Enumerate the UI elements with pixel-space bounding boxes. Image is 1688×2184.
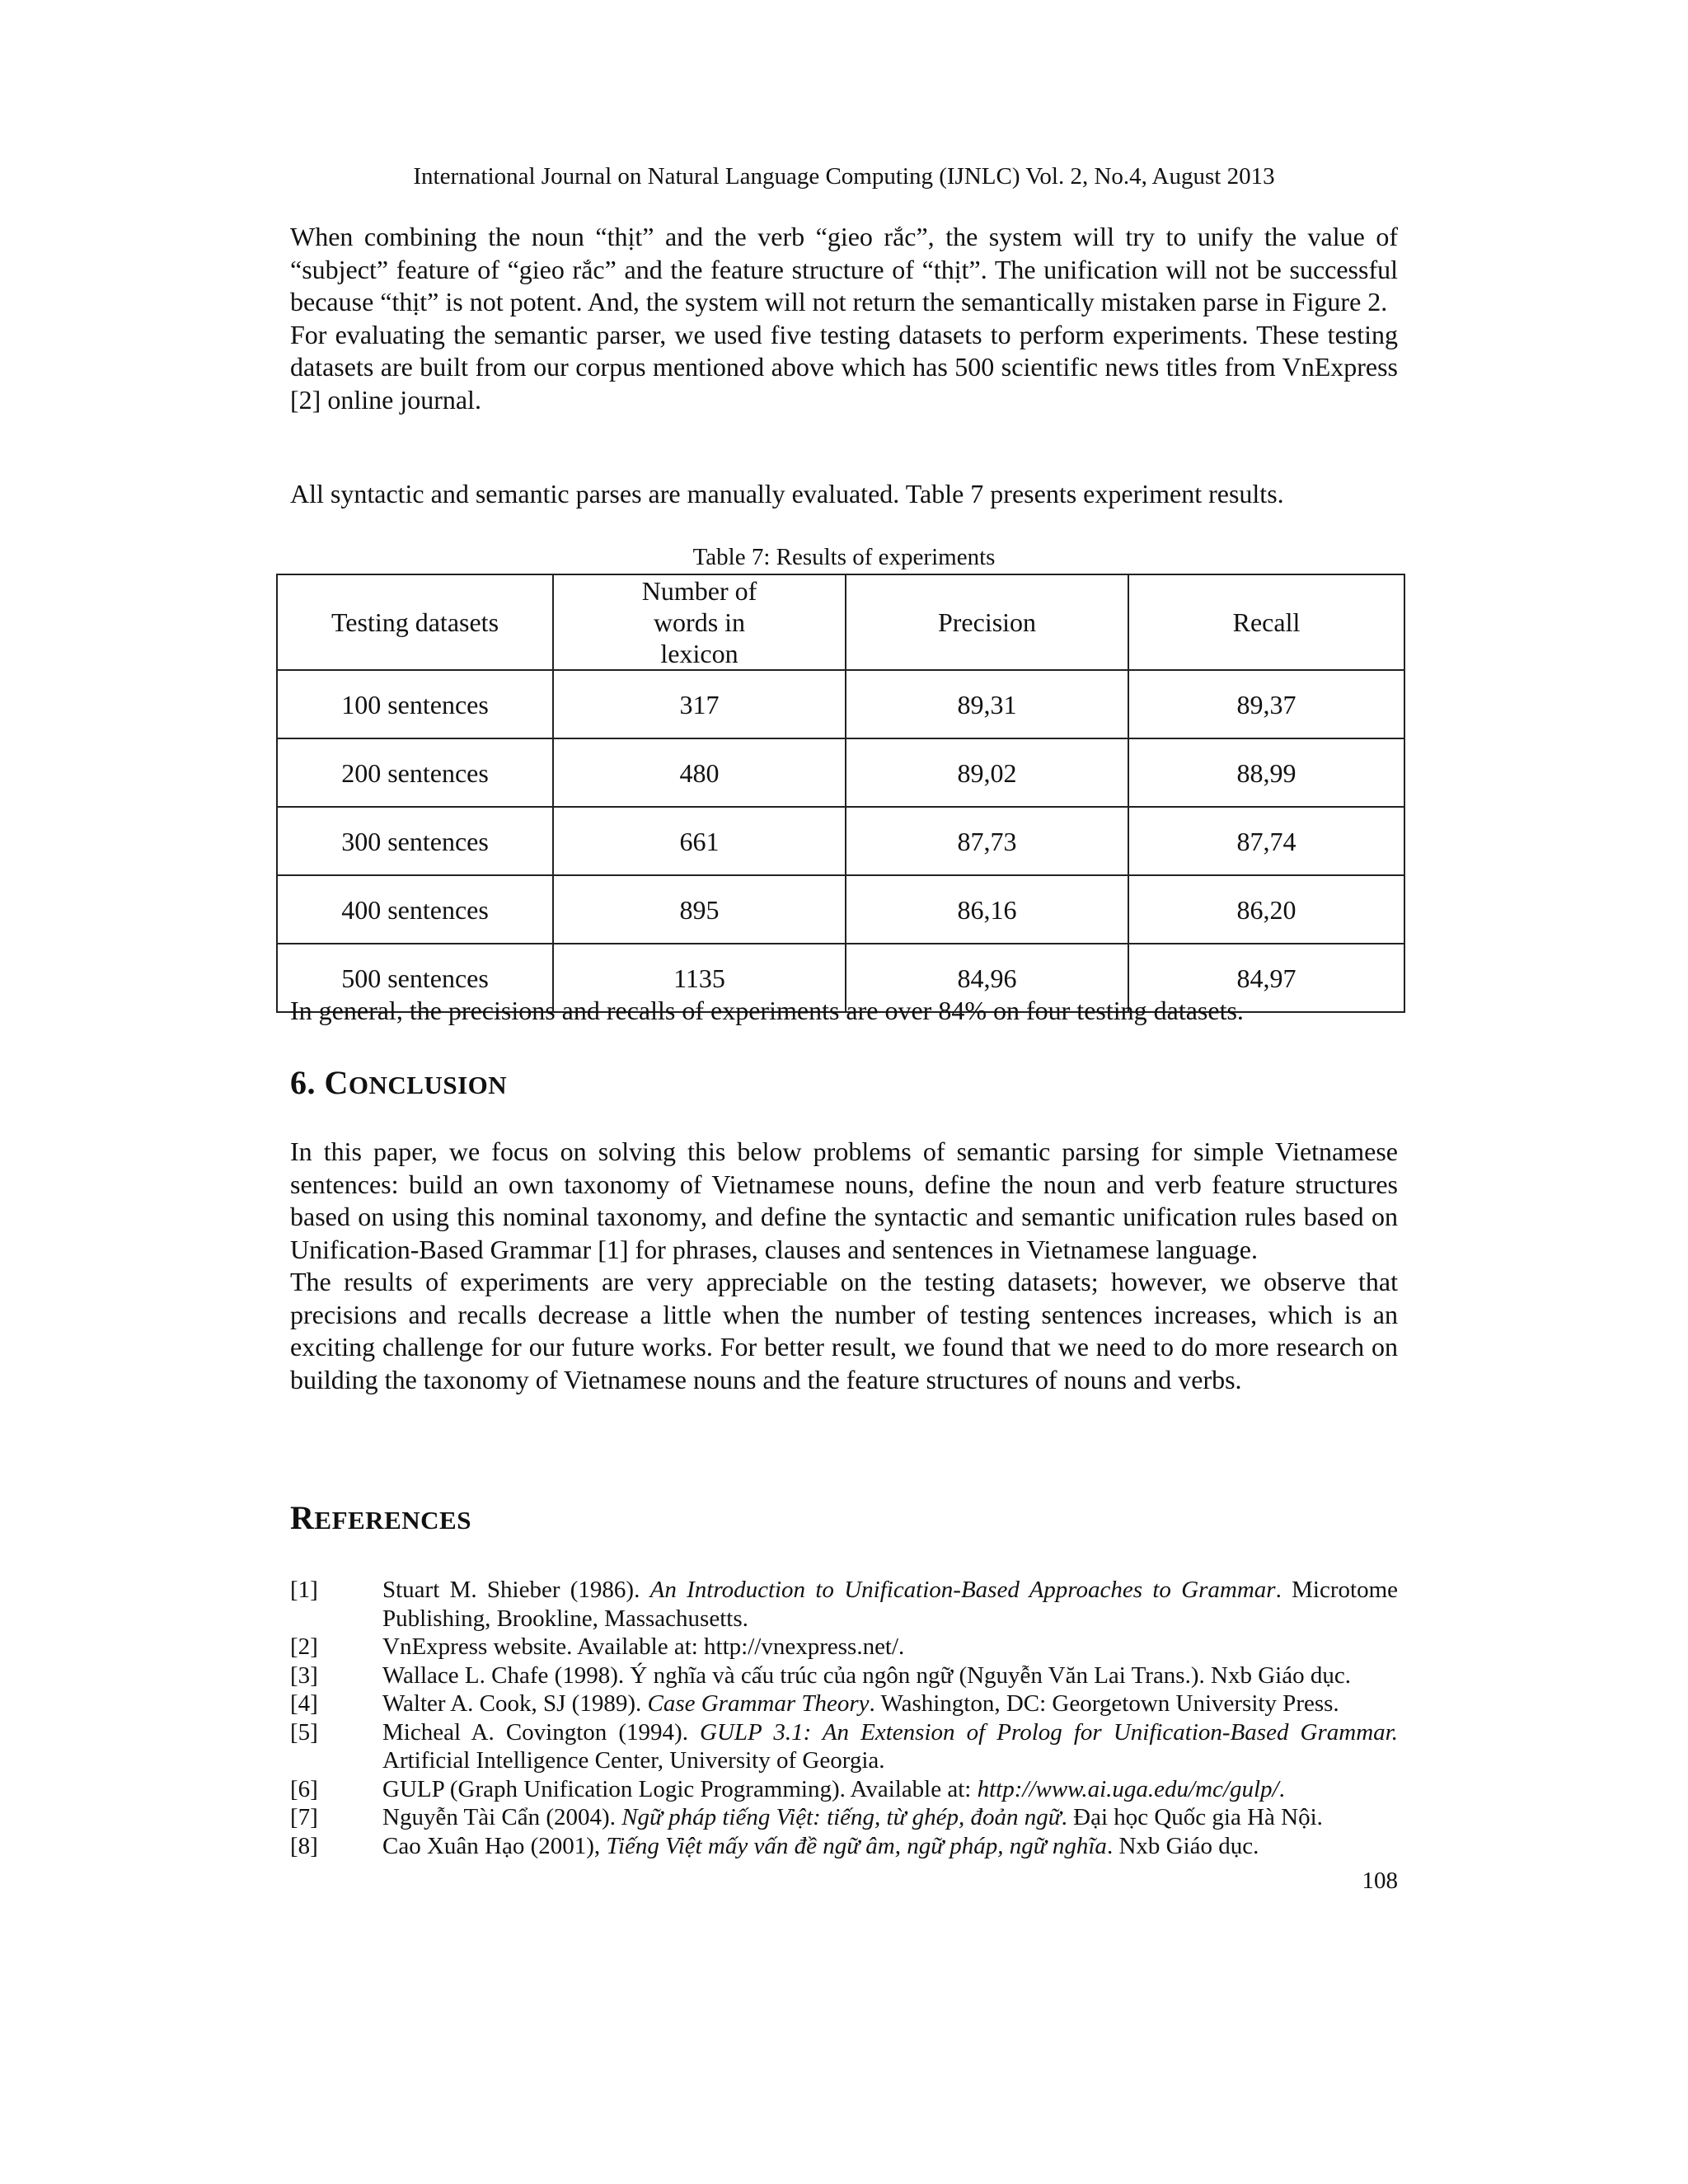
references-heading-rest: EFERENCES	[314, 1506, 471, 1535]
table-cell: 86,16	[846, 875, 1128, 944]
reference-title: Tiếng Việt mấy vấn đề ngữ âm, ngữ pháp, ngữ nghĩa	[606, 1832, 1107, 1859]
reference-item	[290, 1775, 1398, 1804]
reference-pre: GULP (Graph Unification Logic Programming). Available at:	[382, 1775, 978, 1802]
reference-number: [3]	[290, 1661, 318, 1689]
reference-post: Artificial Intelligence Center, University of Georgia.	[382, 1747, 885, 1774]
reference-post: . Nxb Giáo dục.	[1106, 1832, 1259, 1859]
table-header-row	[277, 574, 1404, 670]
reference-post: . Washington, DC: Georgetown University Press.	[869, 1690, 1339, 1717]
reference-text	[382, 1690, 1398, 1718]
table-cell: 87,73	[846, 807, 1128, 875]
reference-pre: Wallace L. Chafe (1998). Ý nghĩa và cấu trúc của ngôn ngữ (Nguyễn Văn Lai Trans.). Nxb Giáo dục.	[382, 1661, 1351, 1689]
reference-number: [8]	[290, 1832, 318, 1859]
reference-item	[290, 1718, 1398, 1775]
table-cell: 480	[553, 738, 846, 807]
reference-text	[382, 1832, 1398, 1861]
reference-item	[290, 1661, 1398, 1690]
reference-pre: Nguyễn Tài Cẩn (2004).	[382, 1804, 622, 1830]
reference-item	[290, 1690, 1398, 1718]
table-cell: 84,96	[846, 944, 1128, 1012]
results-table	[276, 574, 1405, 1013]
table-cell: 200 sentences	[277, 738, 553, 807]
references-heading-lead: R	[290, 1499, 315, 1536]
reference-item	[290, 1803, 1398, 1832]
conclusion-paragraph-1: In this paper, we focus on solving this below problems of semantic parsing for simple Vietnamese sentences: build an own taxonomy of Vietnamese nouns, define the noun and verb feature structures based on using this nominal taxonomy, and define the syntactic and semantic unification rules based on Unification-Based Grammar [1] for phrases, clauses and sentences in Vietnamese language.	[290, 1137, 1398, 1264]
table-cell: 88,99	[1128, 738, 1404, 807]
paragraph-unification: When combining the noun “thịt” and the verb “gieo rắc”, the system will try to unify the value of “subject” feature of “gieo rắc” and the feature structure of “thịt”. The unification will not be successful because “thịt” is not potent. And, the system will not return the semantically mistaken parse in Figure 2.	[290, 222, 1398, 316]
reference-pre: Micheal A. Covington (1994).	[382, 1718, 701, 1746]
reference-text	[382, 1803, 1398, 1832]
page-number: 108	[1362, 1868, 1398, 1894]
reference-number: [4]	[290, 1690, 318, 1717]
reference-title: Case Grammar Theory	[647, 1690, 870, 1717]
table-cell: 661	[553, 807, 846, 875]
references-heading	[290, 1498, 471, 1540]
conclusion-section	[290, 1136, 1398, 1396]
table-row	[277, 738, 1404, 807]
reference-title: An Introduction to Unification-Based Approaches to Grammar	[649, 1577, 1276, 1603]
table-cell: 100 sentences	[277, 670, 553, 738]
reference-text	[382, 1718, 1398, 1775]
reference-text	[382, 1775, 1398, 1804]
header-cell: Testing datasets	[277, 574, 553, 670]
table-caption: Table 7: Results of experiments	[692, 544, 996, 570]
reference-post: . Đại học Quốc gia Hà Nội.	[1061, 1804, 1323, 1830]
table-cell: 89,02	[846, 738, 1128, 807]
reference-title: http://www.ai.uga.edu/mc/gulp/	[977, 1775, 1279, 1802]
reference-item	[290, 1576, 1398, 1633]
reference-number: [6]	[290, 1775, 318, 1802]
intro-section	[290, 221, 1398, 416]
reference-text	[382, 1633, 1398, 1661]
running-header: International Journal on Natural Language Computing (IJNLC) Vol. 2, No.4, August 2013	[413, 163, 1275, 190]
table-cell: 500 sentences	[277, 944, 553, 1012]
table-cell: 895	[553, 875, 846, 944]
reference-item	[290, 1832, 1398, 1861]
table-cell: 89,31	[846, 670, 1128, 738]
reference-pre: Cao Xuân Hạo (2001),	[382, 1832, 607, 1859]
header-cell-text: Number of words in lexicon	[641, 576, 757, 668]
table-cell: 317	[553, 670, 846, 738]
paragraph-manual-eval-text: All syntactic and semantic parses are manually evaluated. Table 7 presents experiment results.	[290, 479, 1284, 509]
conclusion-heading	[290, 1063, 507, 1105]
paragraph-evaluation: For evaluating the semantic parser, we used five testing datasets to perform experiments. These testing datasets are built from our corpus mentioned above which has 500 scientific news titles from VnExpress [2] online journal.	[290, 319, 1398, 415]
reference-pre: VnExpress website. Available at: http://vnexpress.net/.	[382, 1633, 905, 1660]
reference-item	[290, 1633, 1398, 1661]
reference-number: [7]	[290, 1804, 318, 1830]
table-row	[277, 670, 1404, 738]
table-cell: 1135	[553, 944, 846, 1012]
conclusion-paragraph-2: The results of experiments are very appreciable on the testing datasets; however, we observe that precisions and recalls decrease a little when the number of testing sentences increases, which is an exciting challenge for our future works. For better result, we found that we need to do more research on building the taxonomy of Vietnamese nouns and the feature structures of nouns and verbs.	[290, 1267, 1398, 1394]
reference-pre: Walter A. Cook, SJ (1989).	[382, 1690, 648, 1717]
table-cell: 300 sentences	[277, 807, 553, 875]
reference-number: [1]	[290, 1577, 318, 1603]
paragraph-manual-eval	[290, 478, 1398, 511]
reference-post: .	[1278, 1775, 1285, 1802]
reference-number: [2]	[290, 1633, 318, 1660]
conclusion-heading-rest: ONCLUSION	[348, 1071, 508, 1099]
reference-list	[290, 1576, 1398, 1860]
reference-text	[382, 1576, 1398, 1633]
header-cell: Recall	[1128, 574, 1404, 670]
table-row	[277, 807, 1404, 875]
table-cell: 400 sentences	[277, 875, 553, 944]
header-cell: Precision	[846, 574, 1128, 670]
reference-pre: Stuart M. Shieber (1986).	[382, 1577, 650, 1603]
reference-title: GULP 3.1: An Extension of Prolog for Unification-Based Grammar.	[700, 1718, 1398, 1746]
table-row	[277, 875, 1404, 944]
reference-title: Ngữ pháp tiếng Việt: tiếng, từ ghép, đoản ngữ	[621, 1804, 1062, 1830]
table-cell: 84,97	[1128, 944, 1404, 1012]
paragraph-general-results	[290, 995, 1398, 1028]
table-cell: 86,20	[1128, 875, 1404, 944]
conclusion-heading-lead: 6. C	[290, 1064, 349, 1101]
table-cell: 89,37	[1128, 670, 1404, 738]
table-cell: 87,74	[1128, 807, 1404, 875]
reference-number: [5]	[290, 1718, 318, 1746]
paragraph-general-results-text: In general, the precisions and recalls of experiments are over 84% on four testing datasets.	[290, 996, 1244, 1025]
reference-post: . Microtome Publishing, Brookline, Massachusetts.	[382, 1577, 1398, 1632]
reference-text	[382, 1661, 1398, 1690]
header-cell	[553, 574, 846, 670]
